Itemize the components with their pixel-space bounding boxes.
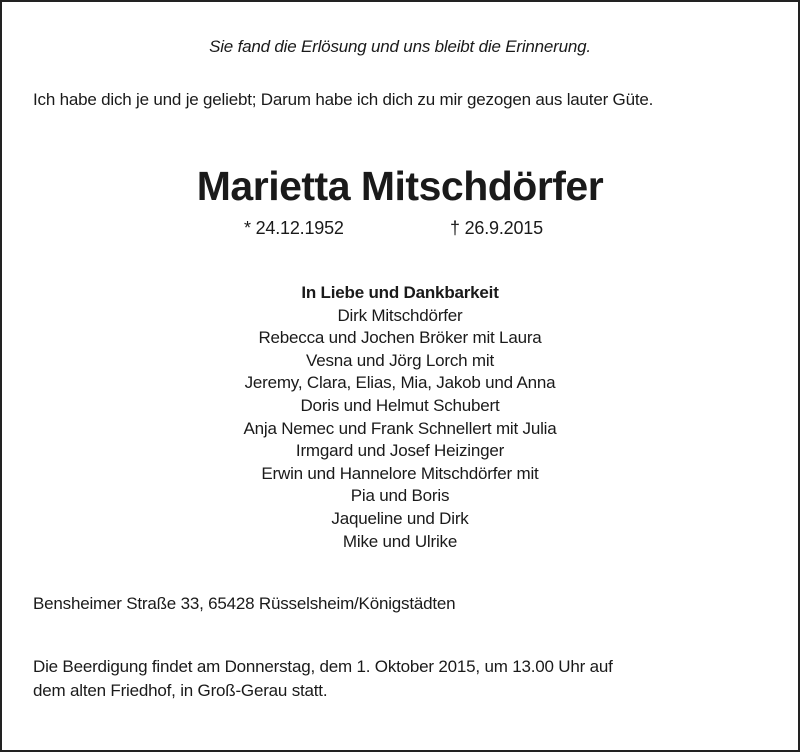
family-line: Pia und Boris <box>350 486 450 506</box>
family-line: Jeremy, Clara, Elias, Mia, Jakob und Anna <box>244 373 556 393</box>
funeral-info <box>33 655 613 703</box>
birth-date: * 24.12.1952 <box>244 218 344 238</box>
address: Bensheimer Straße 33, 65428 Rüsselsheim/Königstädten <box>33 594 456 613</box>
family-line: Erwin und Hannelore Mitschdörfer mit <box>261 463 539 483</box>
family-list <box>0 282 800 553</box>
funeral-line: Die Beerdigung findet am Donnerstag, dem 1. Oktober 2015, um 13.00 Uhr auf <box>33 657 613 676</box>
family-line: Dirk Mitschdörfer <box>337 305 463 325</box>
family-line: Irmgard und Josef Heizinger <box>295 441 505 461</box>
bible-verse: Ich habe dich je und je geliebt; Darum habe ich dich zu mir gezogen aus lauter Güte. <box>33 90 654 109</box>
family-heading: In Liebe und Dankbarkeit <box>301 283 499 302</box>
funeral-line: dem alten Friedhof, in Groß-Gerau statt. <box>33 681 328 700</box>
family-line: Mike und Ulrike <box>342 531 458 551</box>
death-date: † 26.9.2015 <box>450 218 543 238</box>
deceased-name: Marietta Mitschdörfer <box>196 163 604 209</box>
family-line: Vesna und Jörg Lorch mit <box>306 350 494 370</box>
family-line: Doris und Helmut Schubert <box>300 395 500 415</box>
family-line: Rebecca und Jochen Bröker mit Laura <box>258 328 542 348</box>
family-line: Anja Nemec und Frank Schnellert mit Julia <box>243 418 557 438</box>
motto: Sie fand die Erlösung und uns bleibt die Erinnerung. <box>209 37 591 56</box>
family-line: Jaqueline und Dirk <box>331 508 469 528</box>
